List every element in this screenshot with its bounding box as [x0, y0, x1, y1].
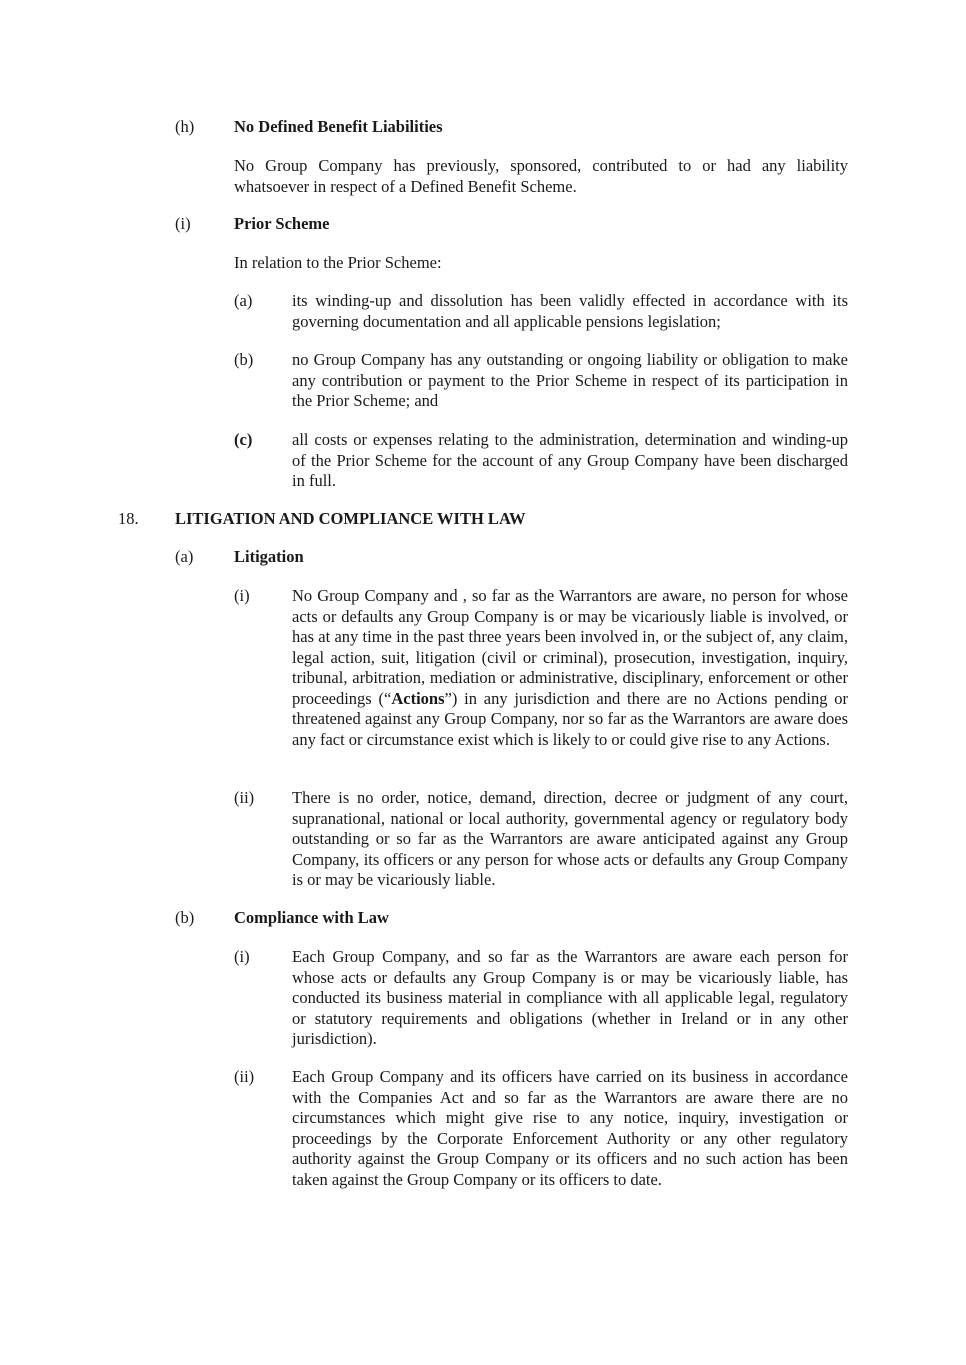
- defined-term-actions: Actions: [391, 688, 445, 708]
- clause-i-a-text: its winding-up and dissolution has been validly effected in accordance with its governing documentation and all applicable pensions legislation;: [292, 291, 848, 331]
- clause-i-b-number: (b): [234, 350, 254, 369]
- clause-i-number: (i): [175, 214, 191, 233]
- clause-18a-heading: Litigation: [234, 547, 304, 566]
- clause-i-c-number: (c): [234, 430, 253, 449]
- clause-h-number: (h): [175, 117, 195, 136]
- clause-18a-number: (a): [175, 547, 194, 566]
- clause-18a-i-text-part1: No Group Company and , so far as the Warrantors are aware, no person for whose acts or defaults any Group Company is or may be vicariously liable is involved, or has at any time in the past three years been involved in, or the subject of, any claim, legal action, suit, litigation (civil or criminal), prosecution, investigation, inquiry, tribunal, arbitration, mediation or administrative, disciplinary, enforcement or other proceedings (“: [292, 586, 848, 708]
- section-18-number: 18.: [118, 509, 139, 528]
- clause-18b-ii-text: Each Group Company and its officers have carried on its business in accordance with the Companies Act and so far as the Warrantors are aware there are no circumstances which might give rise to any notice, inquiry, investigation or proceedings by the Corporate Enforcement Authority or any other regulatory authority against the Group Company or its officers and no such action has been taken against the Group Company or its officers to date.: [292, 1067, 848, 1189]
- clause-18b-i-number: (i): [234, 947, 250, 966]
- clause-18a-ii-text: There is no order, notice, demand, direction, decree or judgment of any court, supranational, national or local authority, governmental agency or regulatory body outstanding or so far as the Warrantors are aware anticipated against any Group Company, its officers or any person for whose acts or defaults any Group Company is or may be vicariously liable.: [292, 788, 848, 889]
- clause-h-text: No Group Company has previously, sponsored, contributed to or had any liability whatsoever in respect of a Defined Benefit Scheme.: [234, 156, 848, 196]
- clause-18b-number: (b): [175, 908, 195, 927]
- clause-18a-i-text-part2: ”) in any jurisdiction and there are no Actions pending or threatened against any Group Company, nor so far as the Warrantors are aware does any fact or circumstance exist which is likely to or could give rise to any Actions.: [292, 688, 848, 749]
- clause-i-b-text: no Group Company has any outstanding or ongoing liability or obligation to make any contribution or payment to the Prior Scheme in respect of its participation in the Prior Scheme; and: [292, 350, 848, 410]
- clause-i-a-number: (a): [234, 291, 253, 310]
- clause-18a-i-text: [292, 586, 848, 750]
- clause-18b-i-text: Each Group Company, and so far as the Warrantors are aware each person for whose acts or defaults any Group Company is or may be vicariously liable, has conducted its business material in compliance with all applicable legal, regulatory or statutory requirements and obligations (whether in Ireland or in any other jurisdiction).: [292, 947, 848, 1048]
- clause-18b-ii-number: (ii): [234, 1067, 255, 1086]
- clause-18a-i-number: (i): [234, 586, 250, 605]
- clause-i-intro: In relation to the Prior Scheme:: [234, 253, 442, 272]
- clause-i-c-text: all costs or expenses relating to the administration, determination and winding-up of the Prior Scheme for the account of any Group Company have been discharged in full.: [292, 430, 848, 490]
- section-18-heading: LITIGATION AND COMPLIANCE WITH LAW: [175, 509, 526, 528]
- clause-18a-ii-number: (ii): [234, 788, 255, 807]
- clause-i-heading: Prior Scheme: [234, 214, 330, 233]
- clause-18b-heading: Compliance with Law: [234, 908, 389, 927]
- clause-h-heading: No Defined Benefit Liabilities: [234, 117, 443, 136]
